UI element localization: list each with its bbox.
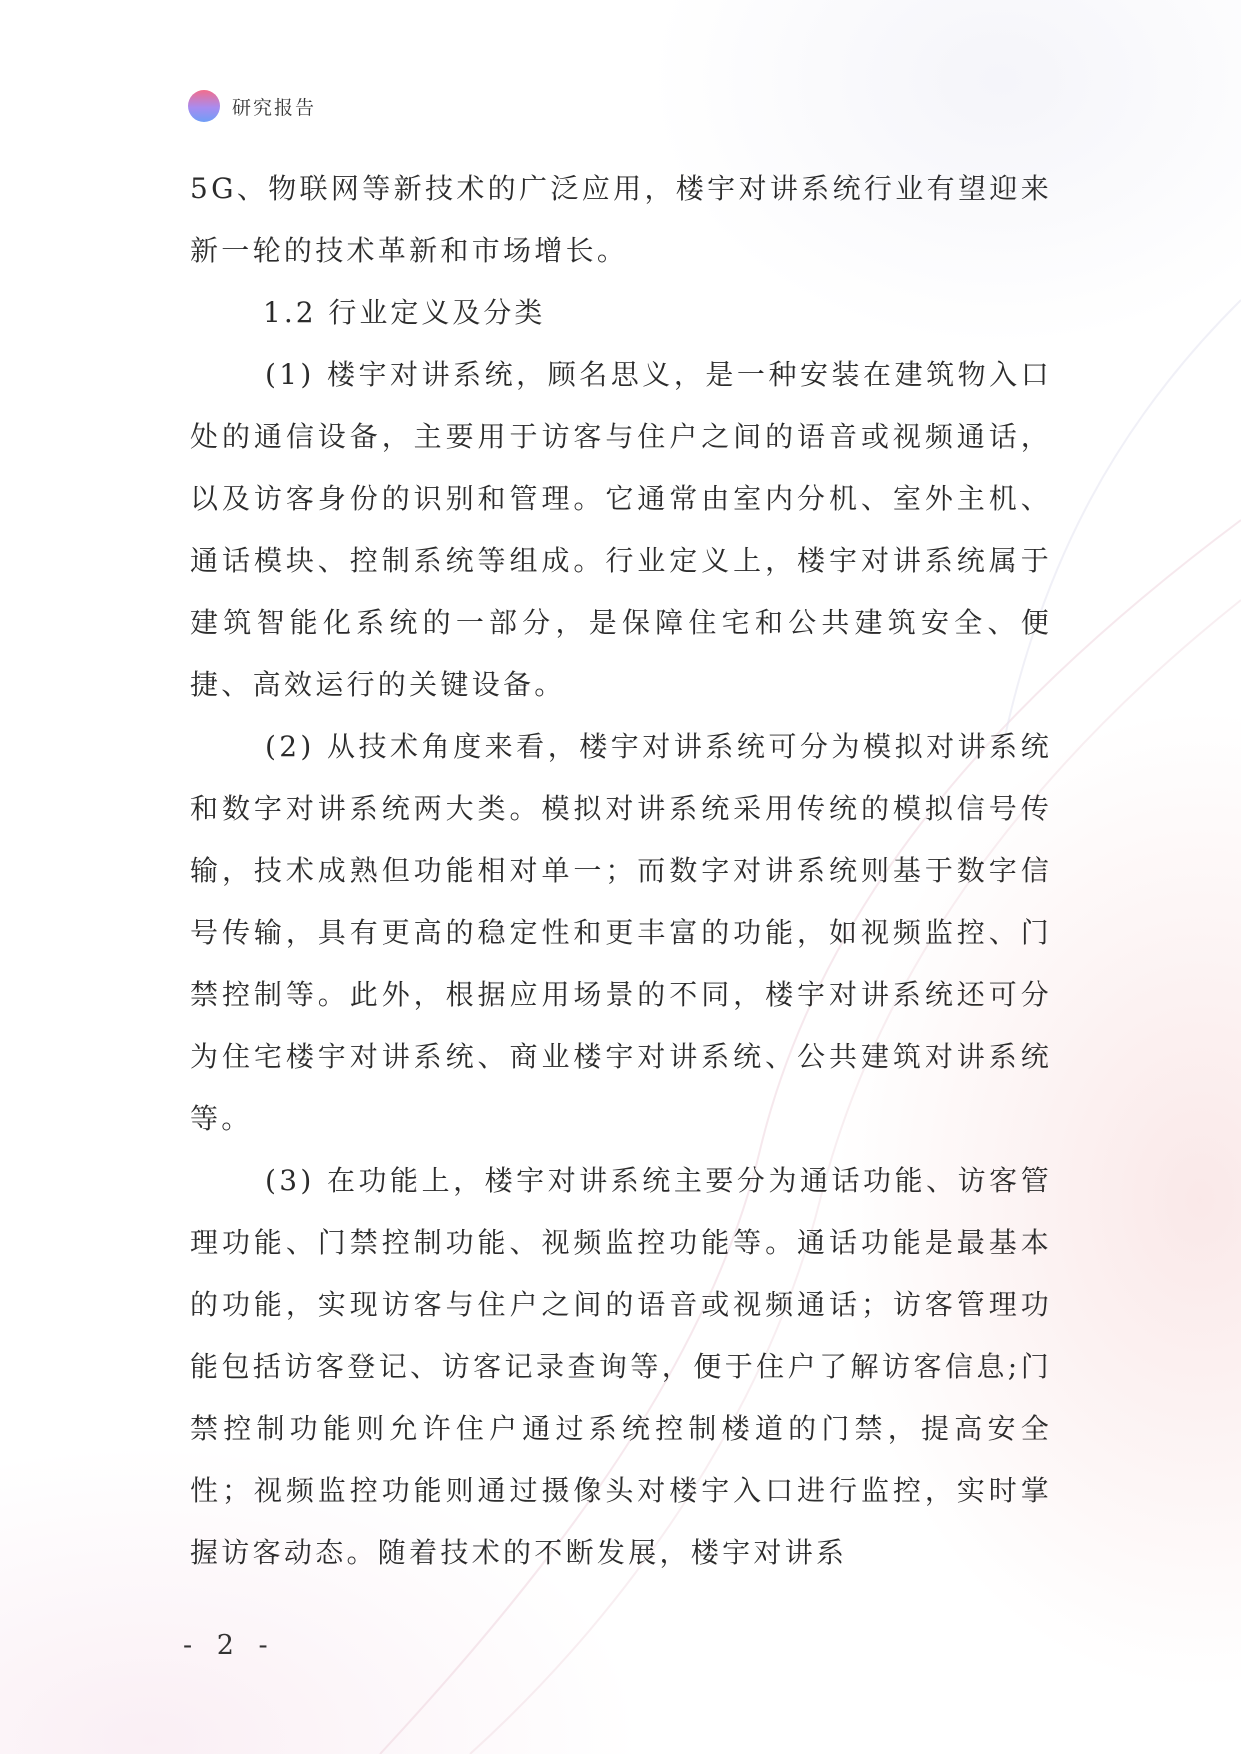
paragraph-definition: (1) 楼宇对讲系统，顾名思义，是一种安装在建筑物入口处的通信设备，主要用于访客与住户之间的语音或视频通话，以及访客身份的识别和管理。它通常由室内分机、室外主机、通话模块、控制系统等组成。行业定义上，楼宇对讲系统属于建筑智能化系统的一部分，是保障住宅和公共建筑安全、便捷、高效运行的关键设备。	[190, 358, 1052, 701]
body-text	[190, 158, 1052, 1584]
paragraph-functions: (3) 在功能上，楼宇对讲系统主要分为通话功能、访客管理功能、门禁控制功能、视频监控功能等。通话功能是最基本的功能，实现访客与住户之间的语音或视频通话；访客管理功能包括访客登记、访客记录查询等，便于住户了解访客信息;门禁控制功能则允许住户通过系统控制楼道的门禁，提高安全性；视频监控功能则通过摄像头对楼宇入口进行监控，实时掌握访客动态。随着技术的不断发展，楼宇对讲系	[190, 1164, 1052, 1569]
section-heading: 1.2 行业定义及分类	[263, 296, 546, 329]
page-number: - 2 -	[183, 1630, 276, 1661]
paragraph-technology: (2) 从技术角度来看，楼宇对讲系统可分为模拟对讲系统和数字对讲系统两大类。模拟对讲系统采用传统的模拟信号传输，技术成熟但功能相对单一；而数字对讲系统则基于数字信号传输，具有更高的稳定性和更丰富的功能，如视频监控、门禁控制等。此外，根据应用场景的不同，楼宇对讲系统还可分为住宅楼宇对讲系统、商业楼宇对讲系统、公共建筑对讲系统等。	[190, 730, 1052, 1135]
report-header	[188, 90, 316, 122]
paragraph-continued: 5G、物联网等新技术的广泛应用，楼宇对讲系统行业有望迎来新一轮的技术革新和市场增长。	[190, 172, 1052, 267]
header-title: 研究报告	[232, 96, 317, 119]
report-logo-icon	[188, 90, 220, 122]
